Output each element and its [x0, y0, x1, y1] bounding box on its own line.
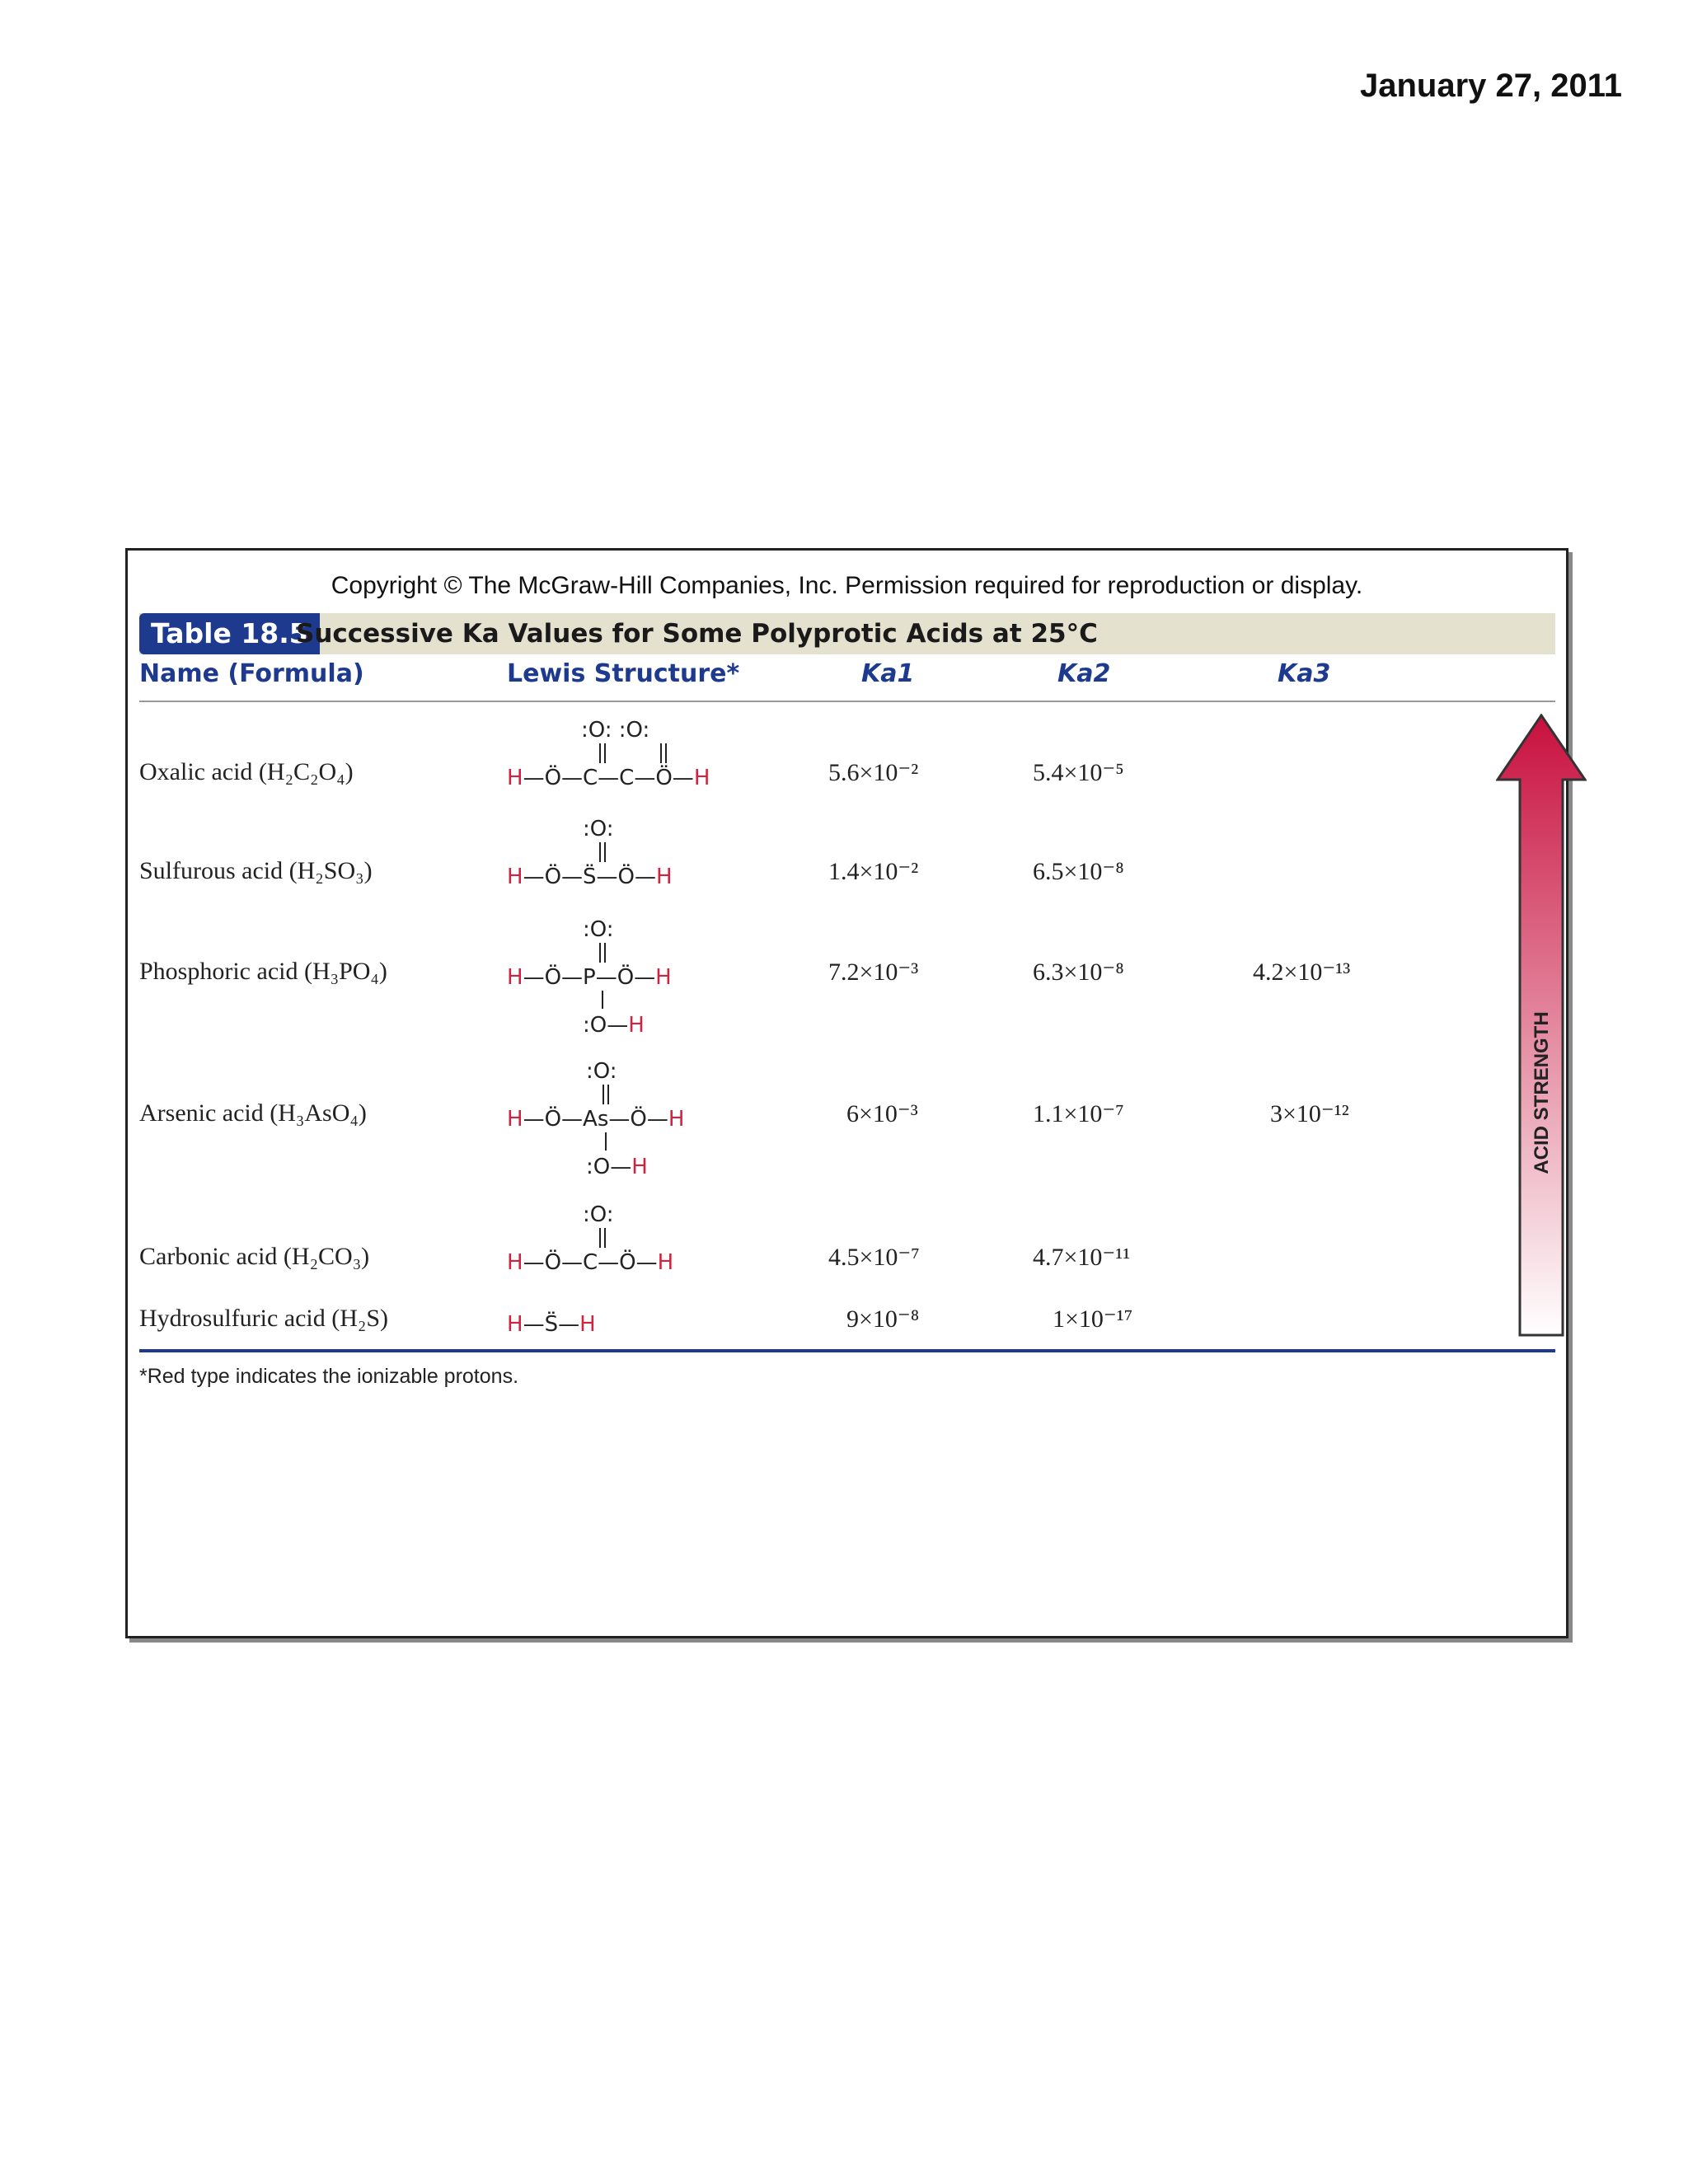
lewis-bottom: :O—H: [586, 1155, 648, 1179]
lewis-structure-oxalic: [507, 709, 779, 816]
column-header-lewis: Lewis Structure*: [507, 659, 740, 688]
lewis-main: H—Ö—C—C—Ö—H: [507, 766, 710, 790]
lewis-main: H—Ö—C—Ö—H: [507, 1250, 674, 1275]
table-row: [128, 718, 1566, 808]
ka3-value: 3×10⁻¹²: [1270, 1100, 1349, 1127]
column-header-ka2: Ka2: [1057, 659, 1111, 688]
ka1-value: 6×10⁻³: [846, 1100, 918, 1127]
lewis-top: :O:: [583, 817, 614, 841]
acid-name: Arsenic acid (H₃AsO₄): [139, 1099, 367, 1127]
copyright-notice: Copyright © The McGraw-Hill Companies, Inc. Permission required for reproduction or display.: [331, 572, 1363, 599]
lewis-top: :O:: [583, 917, 614, 942]
ka2-value: 5.4×10⁻⁵: [1033, 759, 1124, 786]
ka1-value: 7.2×10⁻³: [828, 958, 919, 986]
table-row: [128, 917, 1566, 1038]
table-bottom-rule: [139, 1349, 1555, 1352]
lewis-main: H—Ö—S̈—Ö—H: [507, 865, 673, 889]
column-header-ka3: Ka3: [1278, 659, 1331, 688]
table-footnote: *Red type indicates the ionizable protons.: [139, 1365, 519, 1388]
lewis-structure-phosphoric: [507, 908, 779, 1048]
column-header-ka1: Ka1: [861, 659, 915, 688]
ka2-value: 6.5×10⁻⁸: [1033, 858, 1124, 885]
lewis-main: H—S̈—H: [507, 1312, 596, 1337]
page-date: January 27, 2011: [1359, 68, 1622, 104]
acid-strength-label: ACID STRENGTH: [1531, 1011, 1553, 1174]
column-header-name: Name (Formula): [139, 659, 364, 688]
acid-name: Hydrosulfuric acid (H₂S): [139, 1305, 389, 1332]
lewis-top: :O:: [586, 1059, 617, 1084]
textbook-figure: [125, 548, 1568, 1638]
acid-name: Sulfurous acid (H₂SO₃): [139, 857, 373, 884]
ka2-value: 6.3×10⁻⁸: [1033, 958, 1124, 986]
header-rule: [139, 701, 1555, 702]
ka1-value: 1.4×10⁻²: [828, 858, 919, 885]
table-row: [128, 817, 1566, 907]
lewis-structure-sulfurous: [507, 808, 779, 915]
lewis-structure-hydrosulfuric: [507, 1255, 779, 1362]
table-number-tag: Table 18.5: [139, 613, 320, 654]
ka1-value: 9×10⁻⁸: [846, 1305, 920, 1333]
acid-name: Phosphoric acid (H₃PO₄): [139, 958, 387, 985]
lewis-structure-arsenic: [507, 1050, 779, 1190]
lewis-top: :O: :O:: [581, 718, 650, 743]
lewis-main: H—Ö—As—Ö—H: [507, 1107, 685, 1132]
table-row: [128, 1305, 1566, 1354]
ka2-value: 4.7×10⁻¹¹: [1033, 1244, 1131, 1271]
ka3-value: 4.2×10⁻¹³: [1253, 958, 1351, 986]
lewis-top: :O:: [583, 1202, 614, 1227]
acid-name: Oxalic acid (H₂C₂O₄): [139, 758, 354, 785]
table-title: Successive Ka Values for Some Polyprotic Acids at 25°C: [296, 619, 1098, 649]
ka2-value: 1.1×10⁻⁷: [1033, 1100, 1124, 1127]
table-title-bar: [139, 613, 1555, 654]
table-row: [128, 1202, 1566, 1292]
acid-strength-arrow: [1496, 714, 1587, 1340]
ka1-value: 4.5×10⁻⁷: [828, 1244, 920, 1271]
lewis-main: H—Ö—P—Ö—H: [507, 965, 672, 990]
ka2-value: 1×10⁻¹⁷: [1053, 1305, 1133, 1333]
lewis-bottom: :O—H: [583, 1013, 645, 1038]
acid-name: Carbonic acid (H₂CO₃): [139, 1243, 370, 1270]
ka1-value: 5.6×10⁻²: [828, 759, 919, 786]
